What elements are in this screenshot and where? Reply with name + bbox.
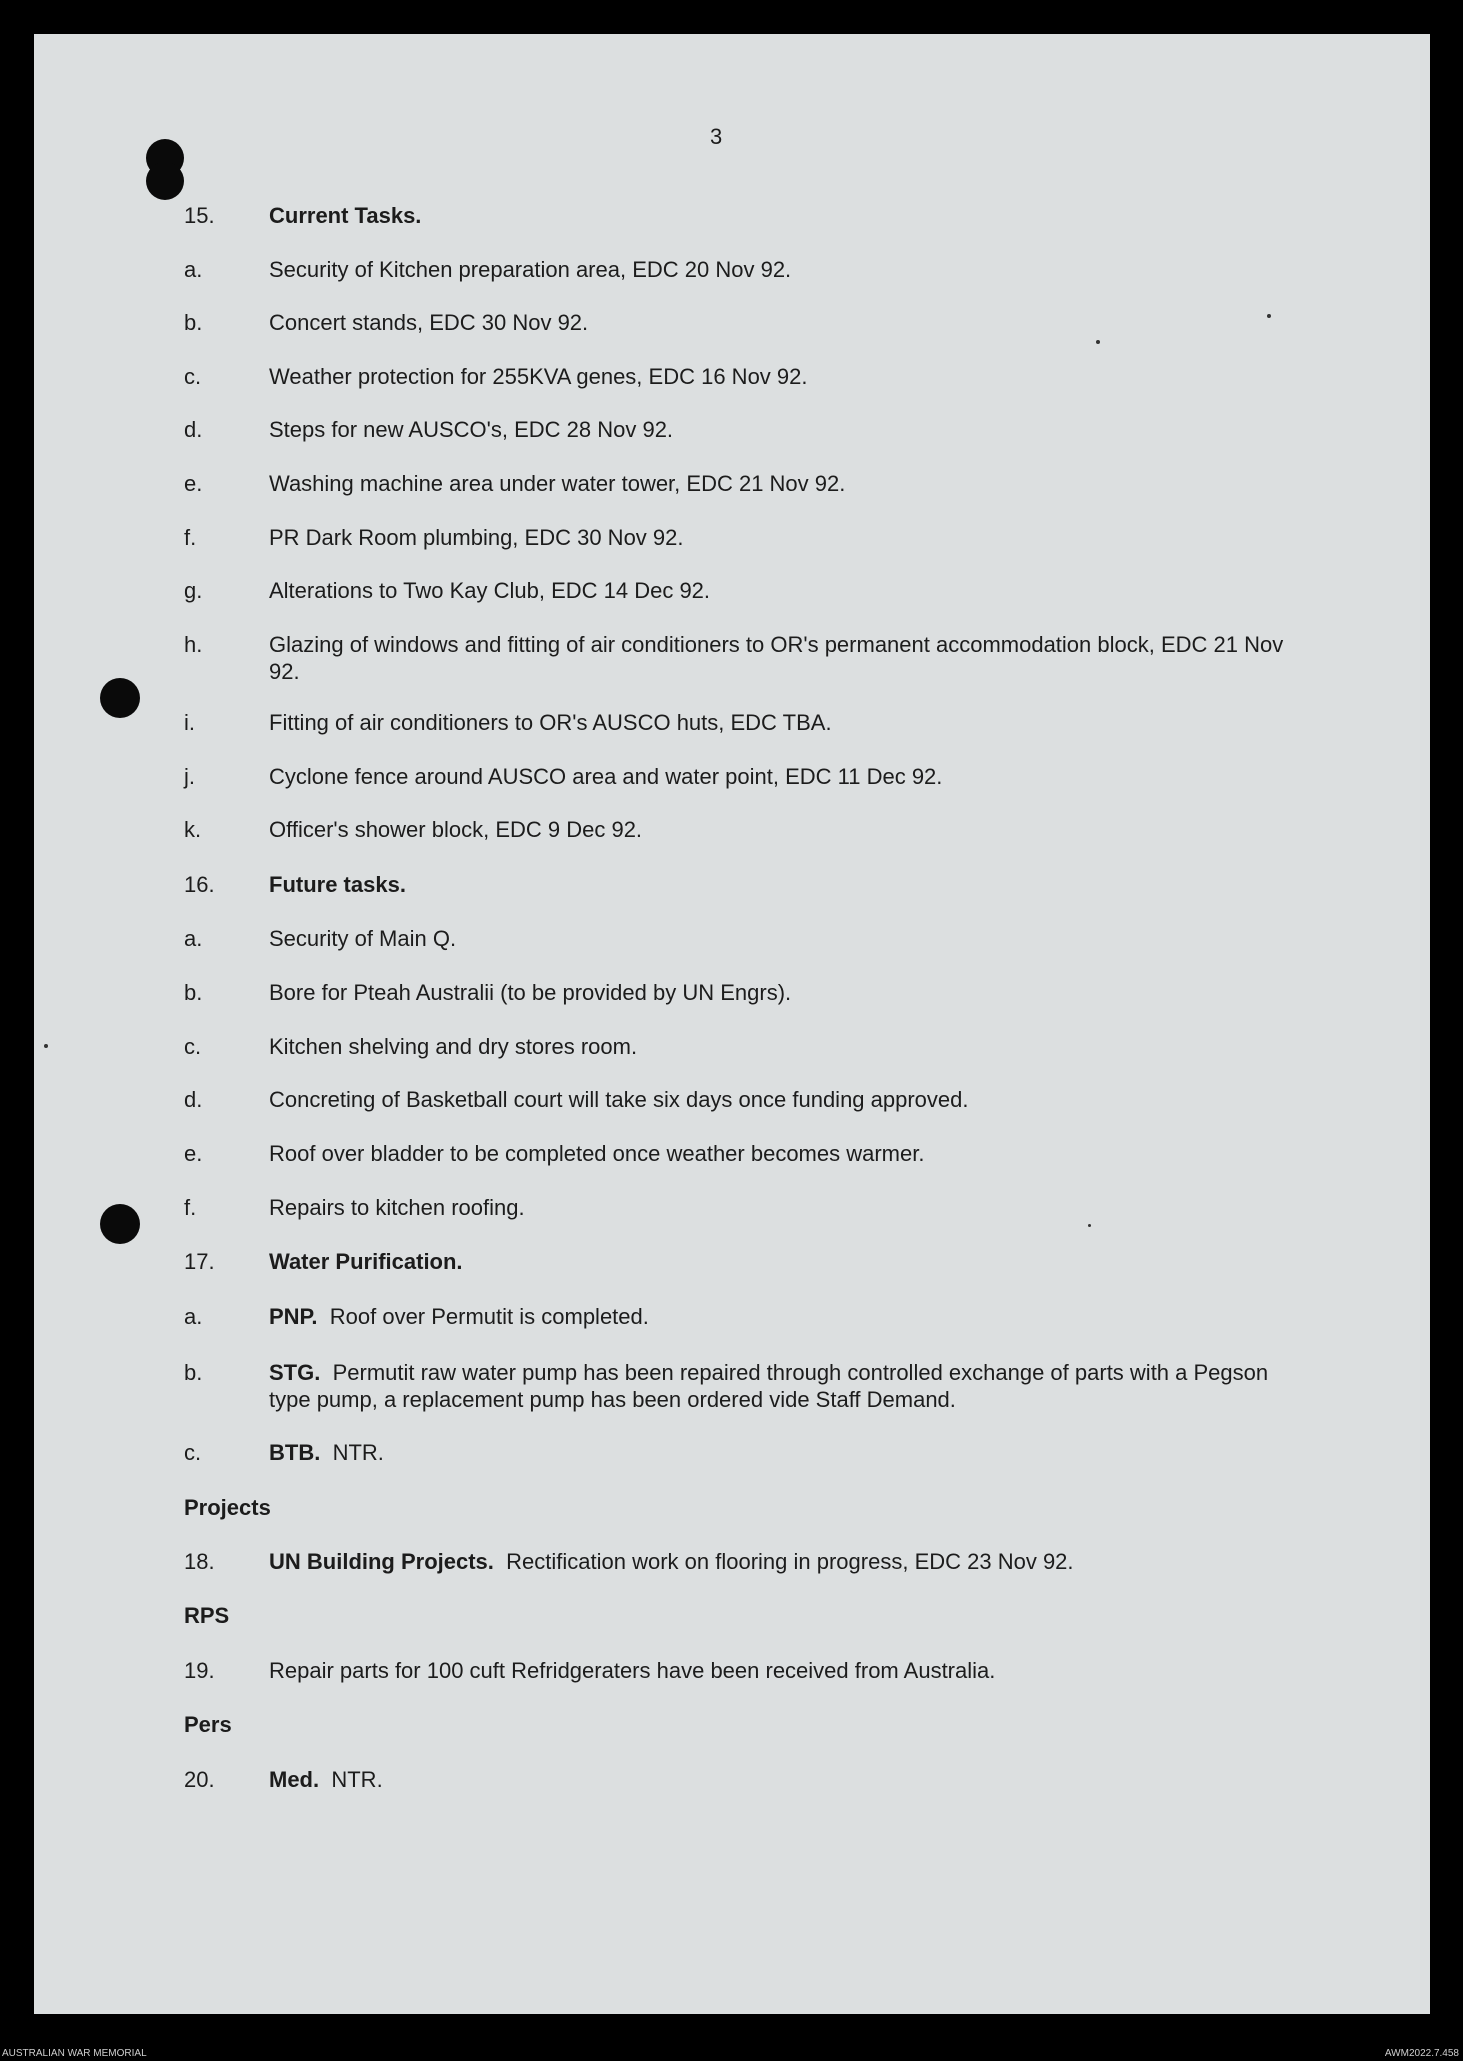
section-18 xyxy=(184,1548,1294,1575)
list-item xyxy=(184,1140,1294,1167)
item-label: f. xyxy=(184,1195,197,1220)
item-text: PR Dark Room plumbing, EDC 30 Nov 92. xyxy=(269,525,684,550)
item-label: g. xyxy=(184,578,203,603)
item-label: b. xyxy=(184,310,203,335)
list-item xyxy=(184,416,1294,443)
item-bold-lead: Med. xyxy=(269,1767,320,1792)
footer-right: AWM2022.7.458 xyxy=(1384,2048,1459,2059)
item-text: Roof over bladder to be completed once weather becomes warmer. xyxy=(269,1141,925,1166)
item-label: a. xyxy=(184,926,203,951)
item-label: i. xyxy=(184,710,195,735)
section-number: 18. xyxy=(184,1549,215,1574)
section-title: Current Tasks. xyxy=(269,203,422,228)
section-16-heading xyxy=(184,871,1294,898)
list-item xyxy=(184,709,1294,736)
item-label: k. xyxy=(184,817,202,842)
list-item xyxy=(184,363,1294,390)
projects-heading: Projects xyxy=(184,1495,271,1520)
section-17-heading xyxy=(184,1248,1294,1275)
item-text: Roof over Permutit is completed. xyxy=(329,1304,649,1329)
item-label: a. xyxy=(184,257,203,282)
item-label: b. xyxy=(184,980,203,1005)
item-text: Concreting of Basketball court will take six days once funding approved. xyxy=(269,1087,969,1112)
item-text: Repairs to kitchen roofing. xyxy=(269,1195,525,1220)
list-item xyxy=(184,1194,1294,1221)
item-text: NTR. xyxy=(331,1767,383,1792)
list-item xyxy=(184,763,1294,790)
item-text: Bore for Pteah Australii (to be provided by UN Engrs). xyxy=(269,980,792,1005)
pers-heading: Pers xyxy=(184,1712,232,1737)
list-item xyxy=(184,256,1294,283)
item-bold-lead: BTB. xyxy=(269,1440,321,1465)
section-number: 16. xyxy=(184,872,215,897)
item-bold-lead: UN Building Projects. xyxy=(269,1549,494,1574)
document-page xyxy=(34,34,1430,2014)
item-text: Concert stands, EDC 30 Nov 92. xyxy=(269,310,589,335)
item-text: Rectification work on flooring in progress, EDC 23 Nov 92. xyxy=(506,1549,1074,1574)
item-label: b. xyxy=(184,1360,203,1385)
section-title: Future tasks. xyxy=(269,872,406,897)
list-item xyxy=(184,1086,1294,1113)
item-text: Security of Kitchen preparation area, EDC 20 Nov 92. xyxy=(269,257,792,282)
section-20 xyxy=(184,1766,1294,1793)
item-label: f. xyxy=(184,525,197,550)
item-text: Weather protection for 255KVA genes, EDC 16 Nov 92. xyxy=(269,364,808,389)
section-19 xyxy=(184,1657,1294,1684)
item-label: j. xyxy=(184,764,195,789)
item-label: c. xyxy=(184,364,202,389)
list-item xyxy=(184,577,1294,604)
item-label: a. xyxy=(184,1304,203,1329)
item-text: NTR. xyxy=(332,1440,384,1465)
section-number: 17. xyxy=(184,1249,215,1274)
list-item xyxy=(184,524,1294,551)
footer-left: AUSTRALIAN WAR MEMORIAL xyxy=(2,2048,147,2059)
rps-heading: RPS xyxy=(184,1603,230,1628)
item-text: Steps for new AUSCO's, EDC 28 Nov 92. xyxy=(269,417,674,442)
section-number: 19. xyxy=(184,1658,215,1683)
item-label: d. xyxy=(184,417,203,442)
list-item xyxy=(184,925,1294,952)
item-text: Repair parts for 100 cuft Refridgeraters have been received from Australia. xyxy=(269,1658,996,1683)
section-title: Water Purification. xyxy=(269,1249,463,1274)
item-text: Alterations to Two Kay Club, EDC 14 Dec 92. xyxy=(269,578,711,603)
list-item xyxy=(184,1303,1294,1330)
item-label: e. xyxy=(184,471,203,496)
item-label: c. xyxy=(184,1440,202,1465)
list-item xyxy=(184,309,1294,336)
item-bold-lead: PNP. xyxy=(269,1304,318,1329)
section-15-heading xyxy=(184,202,1294,229)
item-text: Officer's shower block, EDC 9 Dec 92. xyxy=(269,817,643,842)
list-item xyxy=(184,1439,1294,1466)
section-number: 20. xyxy=(184,1767,215,1792)
item-text: Cyclone fence around AUSCO area and water point, EDC 11 Dec 92. xyxy=(269,764,943,789)
item-text: Glazing of windows and fitting of air conditioners to OR's permanent accommodation block, EDC 21 Nov 92. xyxy=(269,632,1284,684)
item-label: d. xyxy=(184,1087,203,1112)
list-item xyxy=(184,1033,1294,1060)
list-item xyxy=(184,470,1294,497)
item-text: Fitting of air conditioners to OR's AUSCO huts, EDC TBA. xyxy=(269,710,832,735)
section-number: 15. xyxy=(184,203,215,228)
item-text: Washing machine area under water tower, EDC 21 Nov 92. xyxy=(269,471,846,496)
document-content xyxy=(34,34,1430,2014)
item-text: Kitchen shelving and dry stores room. xyxy=(269,1034,638,1059)
item-text: Permutit raw water pump has been repaired through controlled exchange of parts with a Pegson type pump, a replacement pump has been ordered vide Staff Demand. xyxy=(269,1360,1269,1412)
item-label: h. xyxy=(184,632,203,657)
item-label: e. xyxy=(184,1141,203,1166)
list-item xyxy=(184,631,1294,685)
item-bold-lead: STG. xyxy=(269,1360,321,1385)
item-text: Security of Main Q. xyxy=(269,926,457,951)
list-item xyxy=(184,1359,1294,1413)
list-item xyxy=(184,816,1294,843)
page-number: 3 xyxy=(710,124,723,149)
list-item xyxy=(184,979,1294,1006)
item-label: c. xyxy=(184,1034,202,1059)
